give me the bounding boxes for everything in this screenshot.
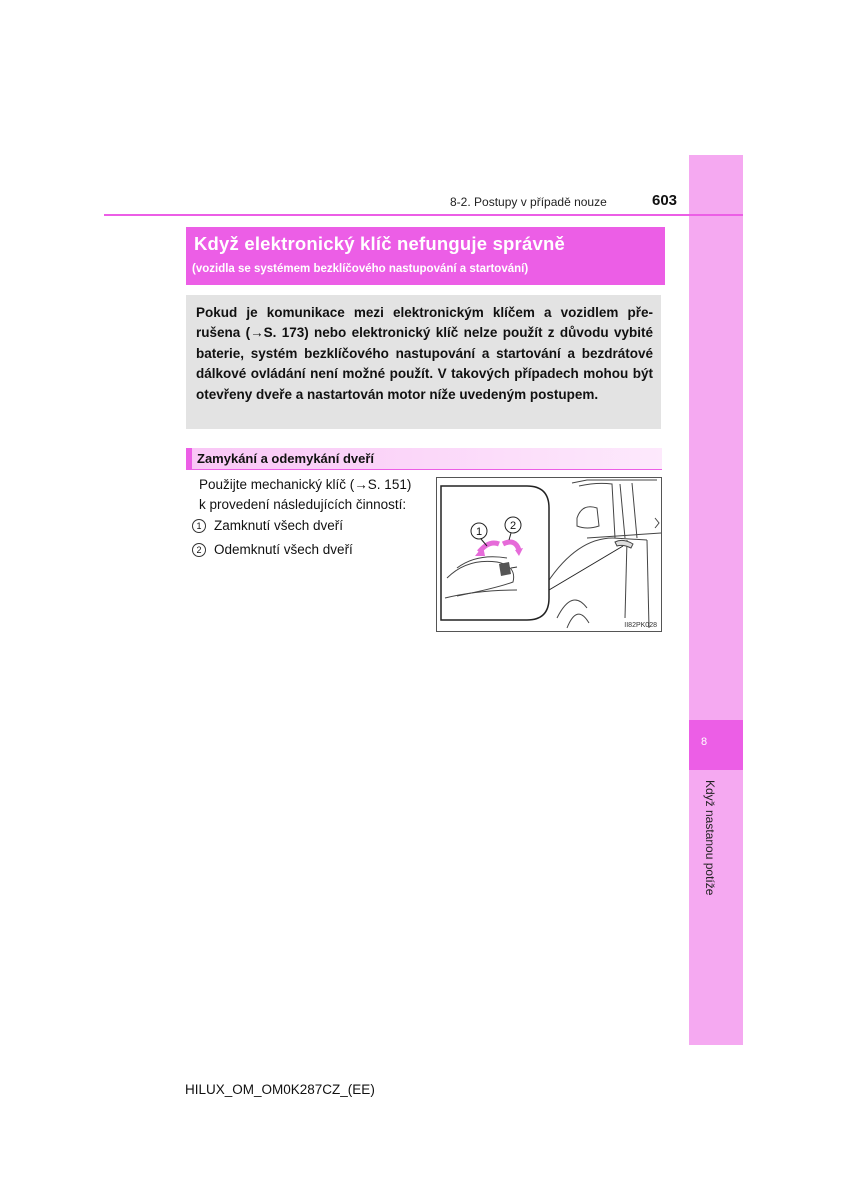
section-text-line-1: Použijte mechanický klíč (→S. 151) [199, 477, 412, 492]
section-heading-marker [186, 448, 192, 470]
list-number-2: 2 [192, 543, 206, 557]
list-number-1: 1 [192, 519, 206, 533]
page-title-bar [186, 227, 665, 285]
chapter-number: 8 [701, 736, 708, 748]
door-lock-illustration [436, 477, 662, 632]
section-heading: Zamykání a odemykání dveří [197, 451, 375, 466]
intro-box: Pokud je komunikace mezi elektronickým klíčem a vozidlem pře-rušena (→S. 173) nebo elektronický klíč nelze použít z důvodu vybité baterie, systém bezklíčového nastupování a startování a bezdrátové dálkové ovládání není možné použít. V takových případech mohou být otevřeny dveře a nastartován motor níže uvedeným postupem. [186, 295, 661, 429]
header-divider [104, 214, 743, 216]
page-subtitle: (vozidla se systémem bezklíčového nastupování a startování) [192, 263, 529, 275]
list-item-label: Odemknutí všech dveří [214, 542, 353, 557]
page-number: 603 [652, 192, 678, 209]
list-item-label: Zamknutí všech dveří [214, 518, 344, 533]
door-lock-drawing [437, 478, 661, 631]
section-text-line-2: k provedení následujících činností: [199, 497, 407, 512]
list-item-unlock [192, 542, 353, 557]
header-section-title: 8-2. Postupy v případě nouze [450, 195, 607, 209]
chapter-number-tab [689, 720, 743, 770]
callout-2: 2 [509, 520, 517, 532]
chapter-title-vertical: Když nastanou potíže [703, 780, 717, 896]
section-body [199, 475, 411, 515]
figure-code: II82PK028 [624, 622, 657, 629]
chapter-side-tab [689, 155, 743, 1045]
page-title: Když elektronický klíč nefunguje správně [194, 233, 565, 254]
section-heading-bar [186, 448, 662, 470]
zoom-inset [441, 486, 549, 620]
list-item-lock [192, 518, 343, 533]
footer-doc-code: HILUX_OM_OM0K287CZ_(EE) [185, 1082, 375, 1097]
callout-1: 1 [475, 526, 483, 538]
